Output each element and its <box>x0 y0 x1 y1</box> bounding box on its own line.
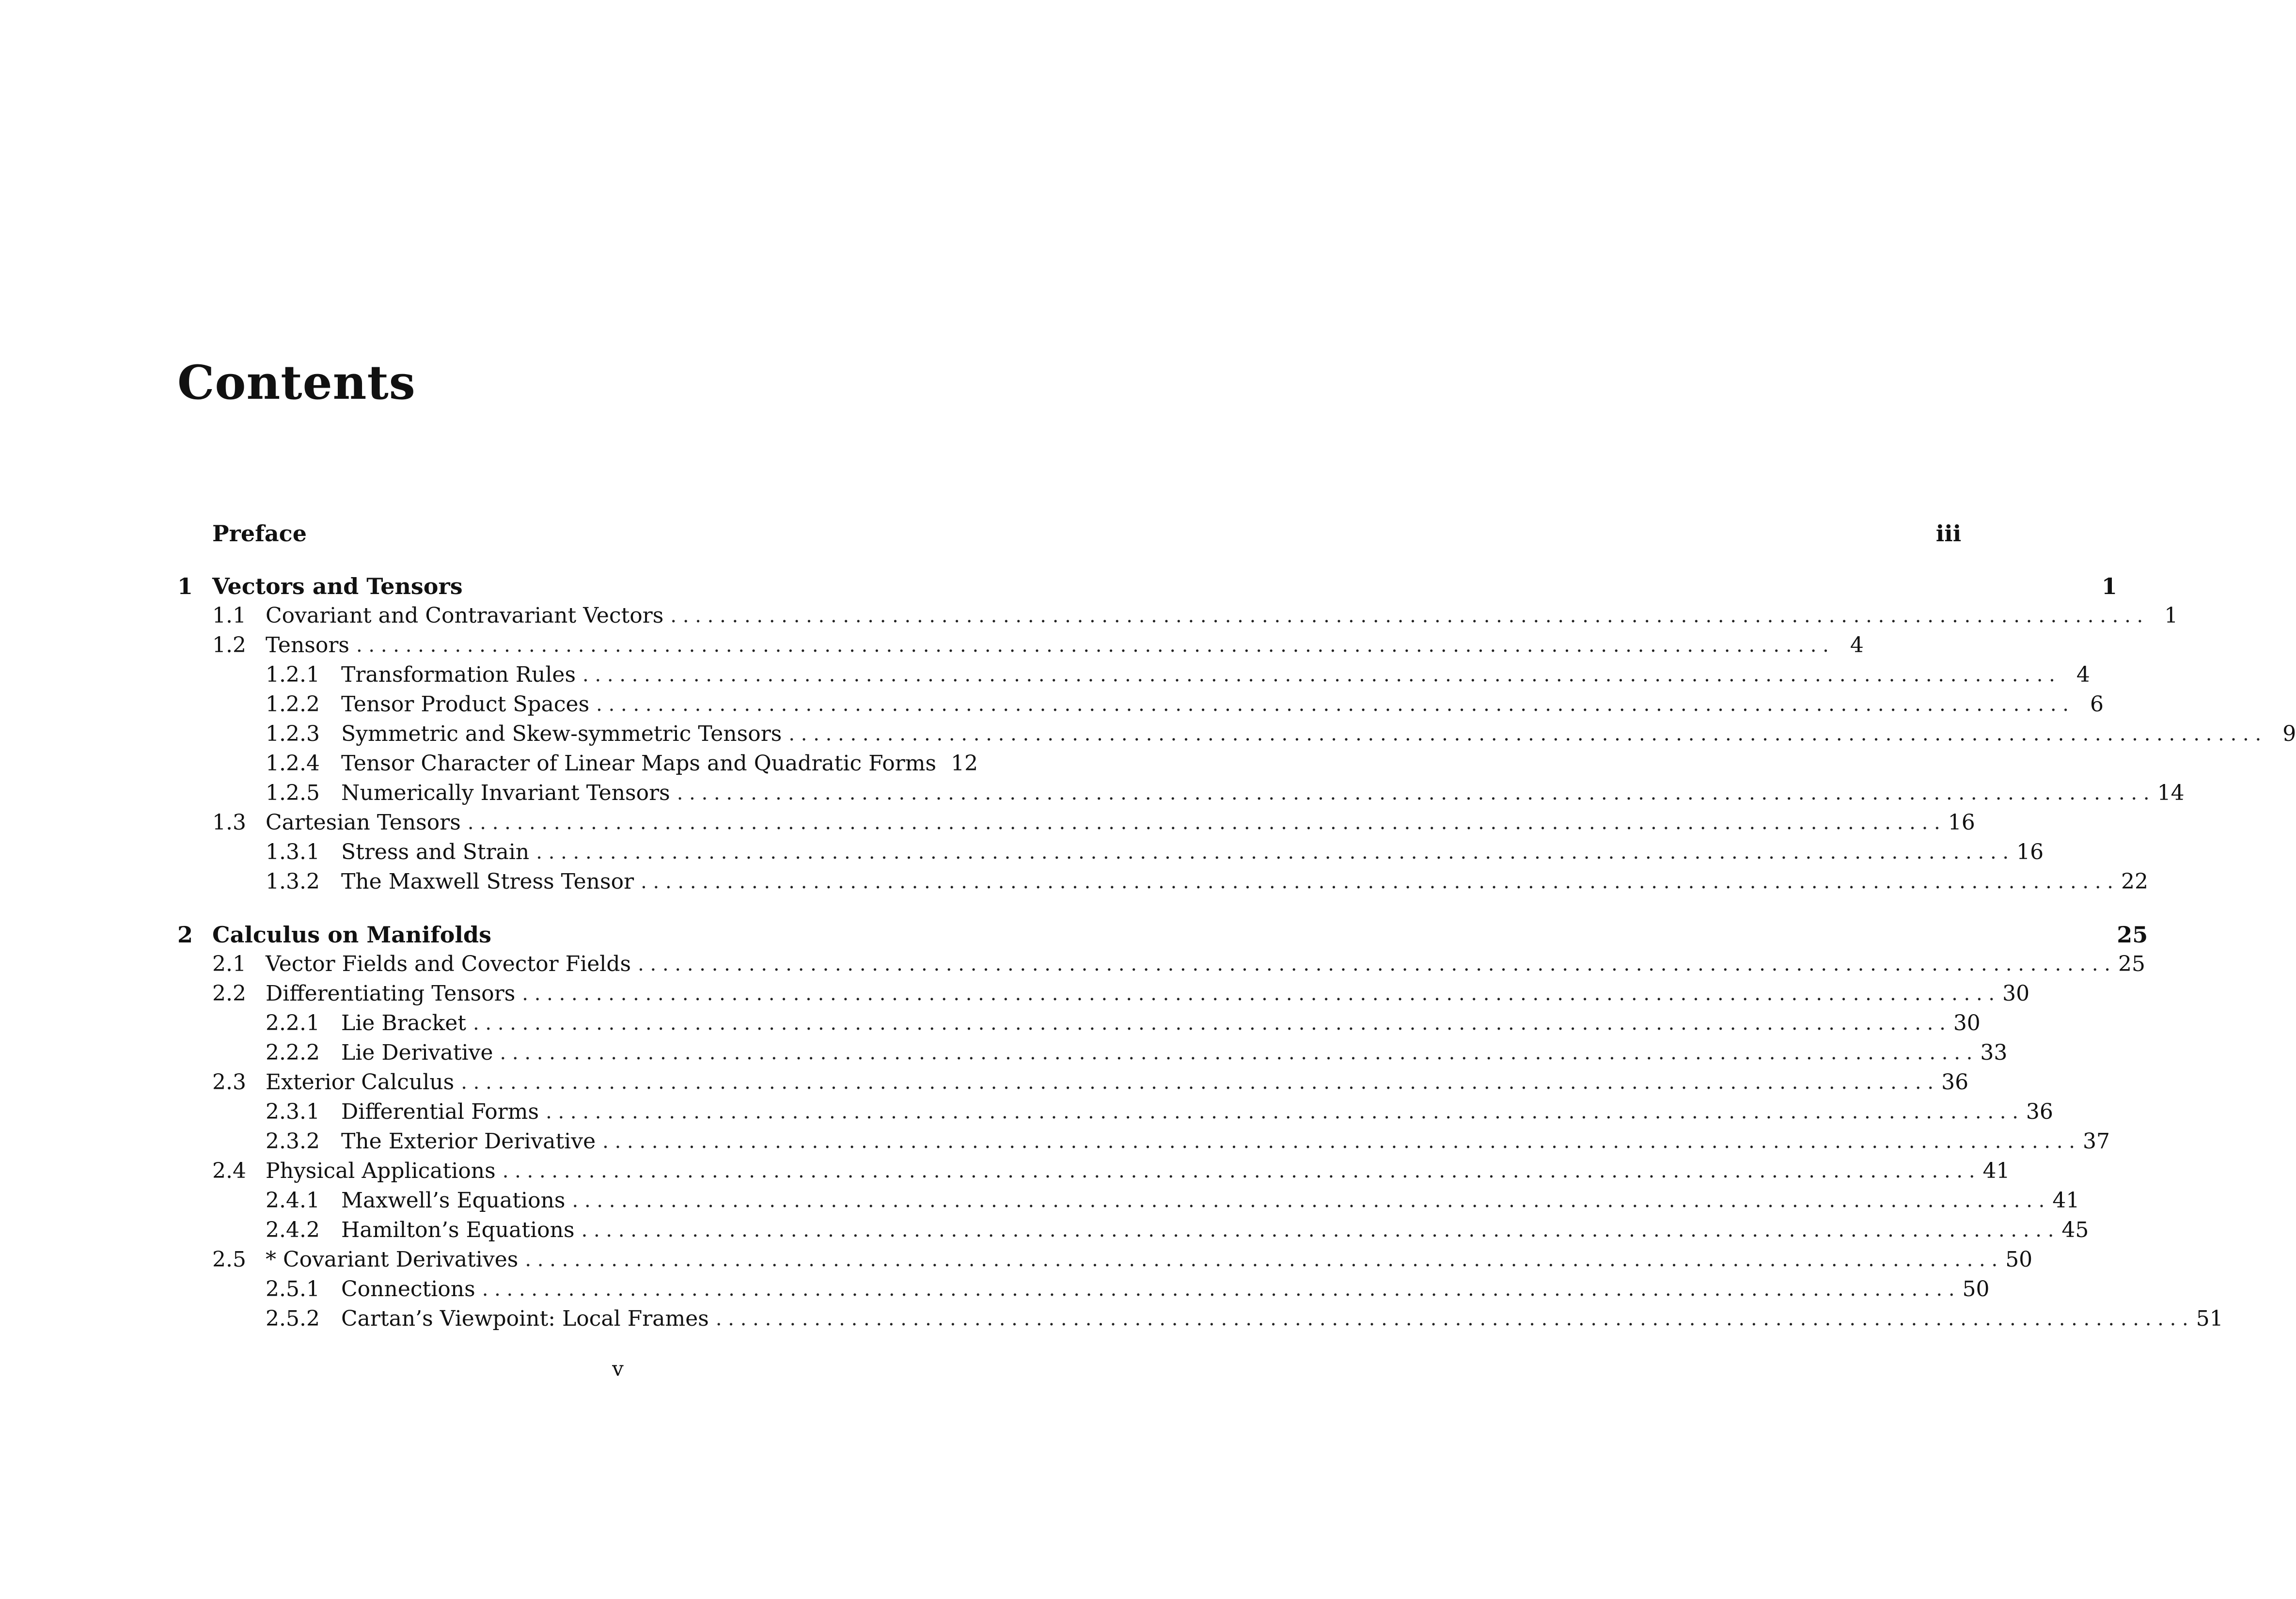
page-number: v <box>612 1357 624 1380</box>
toc-section-entry[interactable] <box>177 601 2178 630</box>
entry-number: 1.3 <box>212 810 246 835</box>
toc-subsection-entry[interactable] <box>177 1304 2223 1333</box>
dot-leader: . . . . . . . . . . . . . . . . . . . . . . . . . . . . . . . . . . . . . . . . . . . . . . . . . . . . . . . . . . . . . . . . . . . . . . . . . . . . . . . . . . . . . . . . . . . . . . . . . . . . . . . . . . . . . . . . . . . . . . . . <box>715 1307 2188 1330</box>
entry-title: The Maxwell Stress Tensor <box>341 869 634 894</box>
entry-title: Tensor Product Spaces <box>341 692 590 717</box>
dot-leader: . . . . . . . . . . . . . . . . . . . . . . . . . . . . . . . . . . . . . . . . . . . . . . . . . . . . . . . . . . . . . . . . . . . . . . . . . . . . . . . . . . . . . . . . . . . . . . . . . . . . . . . . . . . . . . . . . . . . . . . . <box>676 782 2150 804</box>
dot-leader: . . . . . . . . . . . . . . . . . . . . . . . . . . . . . . . . . . . . . . . . . . . . . . . . . . . . . . . . . . . . . . . . . . . . . . . . . . . . . . . . . . . . . . . . . . . . . . . . . . . . . . . . . . . . . . . . . . . . . . . . <box>788 722 2262 745</box>
page-title: Contents <box>177 355 416 410</box>
dot-leader: . . . . . . . . . . . . . . . . . . . . . . . . . . . . . . . . . . . . . . . . . . . . . . . . . . . . . . . . . . . . . . . . . . . . . . . . . . . . . . . . . . . . . . . . . . . . . . . . . . . . . . . . . . . . . . . . . . . . . . . . <box>502 1160 1975 1182</box>
dot-leader: . . . . . . . . . . . . . . . . . . . . . . . . . . . . . . . . . . . . . . . . . . . . . . . . . . . . . . . . . . . . . . . . . . . . . . . . . . . . . . . . . . . . . . . . . . . . . . . . . . . . . . . . . . . . . . . . . . . . . . . . <box>670 604 2143 627</box>
entry-number: 2.5 <box>212 1247 246 1272</box>
toc-chapter-entry[interactable] <box>177 920 2148 949</box>
entry-number: 2.4.2 <box>266 1218 320 1242</box>
toc-section-entry[interactable] <box>177 630 1864 660</box>
toc-subsection-entry[interactable] <box>177 1127 2110 1156</box>
entry-number: 2.2.1 <box>266 1011 320 1035</box>
toc-subsection-entry[interactable] <box>177 778 2185 808</box>
entry-page-number: 14 <box>2157 781 2185 805</box>
entry-page-number: 16 <box>1948 810 1975 835</box>
entry-title: Preface <box>212 520 307 547</box>
entry-number: 2.2.2 <box>266 1040 320 1065</box>
entry-title: The Exterior Derivative <box>341 1129 596 1154</box>
entry-number: 2.5.1 <box>266 1277 320 1301</box>
entry-page-number: 25 <box>2118 952 2145 976</box>
entry-page-number: iii <box>1935 520 1962 547</box>
entry-number: 2.4 <box>212 1159 246 1183</box>
entry-page-number: 1 <box>2164 603 2178 628</box>
dot-leader: . . . . . . . . . . . . . . . . . . . . . . . . . . . . . . . . . . . . . . . . . . . . . . . . . . . . . . . . . . . . . . . . . . . . . . . . . . . . . . . . . . . . . . . . . . . . . . . . . . . . . . . . . . . . . . . . . . . . . . . . <box>525 1248 1998 1271</box>
entry-title: Tensor Character of Linear Maps and Quadratic Forms <box>341 751 937 776</box>
entry-title: Calculus on Manifolds <box>212 921 491 948</box>
toc-section-entry[interactable] <box>177 979 2030 1008</box>
entry-title: Cartesian Tensors <box>266 810 461 835</box>
dot-leader: . . . . . . . . . . . . . . . . . . . . . . . . . . . . . . . . . . . . . . . . . . . . . . . . . . . . . . . . . . . . . . . . . . . . . . . . . . . . . . . . . . . . . . . . . . . . . . . . . . . . . . . . . . . . . . . . . . . . . . . . <box>572 1189 2045 1212</box>
entry-number: 1.1 <box>212 603 246 628</box>
entry-page-number: 41 <box>2052 1188 2080 1213</box>
entry-number: 1.2 <box>212 633 246 658</box>
entry-number: 2.3.2 <box>266 1129 320 1154</box>
entry-title: Differential Forms <box>341 1099 539 1124</box>
entry-number: 2.4.1 <box>266 1188 320 1213</box>
entry-page-number: 36 <box>1941 1070 1969 1095</box>
entry-title: Numerically Invariant Tensors <box>341 781 670 805</box>
entry-page-number: 45 <box>2061 1218 2089 1242</box>
entry-page-number: 33 <box>1980 1040 2008 1065</box>
table-of-contents <box>177 518 2296 1333</box>
dot-leader: . . . . . . . . . . . . . . . . . . . . . . . . . . . . . . . . . . . . . . . . . . . . . . . . . . . . . . . . . . . . . . . . . . . . . . . . . . . . . . . . . . . . . . . . . . . . . . . . . . . . . . . . . . . . . . . . . . . . . . . . <box>582 663 2055 686</box>
entry-number: 1 <box>177 573 193 599</box>
entry-page-number: 37 <box>2083 1129 2110 1154</box>
toc-subsection-entry[interactable] <box>177 1186 2080 1215</box>
dot-leader: . . . . . . . . . . . . . . . . . . . . . . . . . . . . . . . . . . . . . . . . . . . . . . . . . . . . . . . . . . . . . . . . . . . . . . . . . . . . . . . . . . . . . . . . . . . . . . . . . . . . . . . . . . . . . . . . . . . . . . . . <box>467 811 1940 834</box>
entry-number: 1.2.4 <box>266 751 320 776</box>
dot-leader: . . . . . . . . . . . . . . . . . . . . . . . . . . . . . . . . . . . . . . . . . . . . . . . . . . . . . . . . . . . . . . . . . . . . . . . . . . . . . . . . . . . . . . . . . . . . . . . . . . . . . . . . . . . . . . . . . . . . . . . . <box>641 870 2113 893</box>
entry-number: 1.3.2 <box>266 869 320 894</box>
dot-leader: . . . . . . . . . . . . . . . . . . . . . . . . . . . . . . . . . . . . . . . . . . . . . . . . . . . . . . . . . . . . . . . . . . . . . . . . . . . . . . . . . . . . . . . . . . . . . . . . . . . . . . . . . . . . . . . . . . . . . . . . <box>536 841 2009 863</box>
entry-number: 2.2 <box>212 981 246 1006</box>
toc-subsection-entry[interactable] <box>177 660 2090 690</box>
toc-subsection-entry[interactable] <box>177 837 2044 867</box>
dot-leader: . . . . . . . . . . . . . . . . . . . . . . . . . . . . . . . . . . . . . . . . . . . . . . . . . . . . . . . . . . . . . . . . . . . . . . . . . . . . . . . . . . . . . . . . . . . . . . . . . . . . . . . . . . . . . . . . . . . . . . . . <box>638 953 2110 975</box>
entry-page-number: 50 <box>1962 1277 1990 1301</box>
entry-number: 2 <box>177 921 193 948</box>
entry-number: 1.2.1 <box>266 662 320 687</box>
toc-subsection-entry[interactable] <box>177 1008 1981 1038</box>
entry-title: Lie Derivative <box>341 1040 493 1065</box>
entry-page-number: 4 <box>2076 662 2090 687</box>
entry-page-number: 22 <box>2121 869 2148 894</box>
toc-section-entry[interactable] <box>177 949 2145 979</box>
entry-title: Connections <box>341 1277 475 1301</box>
toc-section-entry[interactable] <box>177 1156 2010 1186</box>
dot-leader: . . . . . . . . . . . . . . . . . . . . . . . . . . . . . . . . . . . . . . . . . . . . . . . . . . . . . . . . . . . . . . . . . . . . . . . . . . . . . . . . . . . . . . . . . . . . . . . . . . . . . . . . . . . . . . . . . . . . . . . . <box>356 634 1829 657</box>
dot-leader: . . . . . . . . . . . . . . . . . . . . . . . . . . . . . . . . . . . . . . . . . . . . . . . . . . . . . . . . . . . . . . . . . . . . . . . . . . . . . . . . . . . . . . . . . . . . . . . . . . . . . . . . . . . . . . . . . . . . . . . . <box>461 1071 1934 1094</box>
entry-number: 1.2.2 <box>266 692 320 717</box>
entry-page-number: 25 <box>2117 921 2148 948</box>
entry-title: Covariant and Contravariant Vectors <box>266 603 664 628</box>
entry-title: * Covariant Derivatives <box>266 1247 519 1272</box>
entry-number: 2.3 <box>212 1070 246 1095</box>
toc-subsection-entry[interactable] <box>177 1097 2053 1127</box>
entry-page-number: 50 <box>2005 1247 2033 1272</box>
entry-number: 2.1 <box>212 952 246 976</box>
toc-section-entry[interactable] <box>177 1245 2033 1274</box>
toc-subsection-entry[interactable] <box>177 1274 1990 1304</box>
toc-chapter-entry[interactable] <box>177 518 1962 548</box>
dot-leader: . . . . . . . . . . . . . . . . . . . . . . . . . . . . . . . . . . . . . . . . . . . . . . . . . . . . . . . . . . . . . . . . . . . . . . . . . . . . . . . . . . . . . . . . . . . . . . . . . . . . . . . . . . . . . . . . . . . . . . . . <box>581 1219 2054 1241</box>
entry-title: Hamilton’s Equations <box>341 1218 575 1242</box>
entry-page-number: 9 <box>2282 721 2296 746</box>
toc-section-entry[interactable] <box>177 1067 1969 1097</box>
entry-title: Maxwell’s Equations <box>341 1188 566 1213</box>
toc-subsection-entry[interactable] <box>177 690 2104 719</box>
entry-title: Lie Bracket <box>341 1011 466 1035</box>
entry-title: Symmetric and Skew-symmetric Tensors <box>341 721 782 746</box>
entry-title: Physical Applications <box>266 1159 496 1183</box>
entry-page-number: 36 <box>2026 1099 2053 1124</box>
dot-leader: . . . . . . . . . . . . . . . . . . . . . . . . . . . . . . . . . . . . . . . . . . . . . . . . . . . . . . . . . . . . . . . . . . . . . . . . . . . . . . . . . . . . . . . . . . . . . . . . . . . . . . . . . . . . . . . . . . . . . . . . <box>546 1100 2018 1123</box>
entry-title: Exterior Calculus <box>266 1070 455 1095</box>
toc-section-entry[interactable] <box>177 808 1975 837</box>
entry-number: 1.2.3 <box>266 721 320 746</box>
entry-title: Tensors <box>266 633 349 658</box>
entry-page-number: 30 <box>1953 1011 1981 1035</box>
entry-number: 2.5.2 <box>266 1306 320 1331</box>
dot-leader: . . . . . . . . . . . . . . . . . . . . . . . . . . . . . . . . . . . . . . . . . . . . . . . . . . . . . . . . . . . . . . . . . . . . . . . . . . . . . . . . . . . . . . . . . . . . . . . . . . . . . . . . . . . . . . . . . . . . . . . . <box>596 693 2069 716</box>
entry-number: 1.2.5 <box>266 781 320 805</box>
entry-page-number: 41 <box>1982 1159 2010 1183</box>
toc-subsection-entry[interactable] <box>177 1215 2089 1245</box>
entry-title: Stress and Strain <box>341 840 530 864</box>
entry-page-number: 1 <box>2101 573 2117 599</box>
toc-subsection-entry[interactable] <box>177 749 978 778</box>
toc-chapter-entry[interactable] <box>177 571 2117 601</box>
entry-title: Cartan’s Viewpoint: Local Frames <box>341 1306 709 1331</box>
toc-subsection-entry[interactable] <box>177 1038 2008 1067</box>
entry-page-number: 51 <box>2196 1306 2223 1331</box>
entry-title: Vectors and Tensors <box>212 573 463 599</box>
toc-subsection-entry[interactable] <box>177 867 2148 896</box>
entry-page-number: 16 <box>2016 840 2044 864</box>
entry-number: 1.3.1 <box>266 840 320 864</box>
entry-title: Vector Fields and Covector Fields <box>266 952 631 976</box>
toc-subsection-entry[interactable] <box>177 719 2296 749</box>
entry-number: 2.3.1 <box>266 1099 320 1124</box>
dot-leader: . . . . . . . . . . . . . . . . . . . . . . . . . . . . . . . . . . . . . . . . . . . . . . . . . . . . . . . . . . . . . . . . . . . . . . . . . . . . . . . . . . . . . . . . . . . . . . . . . . . . . . . . . . . . . . . . . . . . . . . . <box>472 1012 1946 1035</box>
dot-leader: . . . . . . . . . . . . . . . . . . . . . . . . . . . . . . . . . . . . . . . . . . . . . . . . . . . . . . . . . . . . . . . . . . . . . . . . . . . . . . . . . . . . . . . . . . . . . . . . . . . . . . . . . . . . . . . . . . . . . . . . <box>602 1130 2076 1153</box>
dot-leader: . . . . . . . . . . . . . . . . . . . . . . . . . . . . . . . . . . . . . . . . . . . . . . . . . . . . . . . . . . . . . . . . . . . . . . . . . . . . . . . . . . . . . . . . . . . . . . . . . . . . . . . . . . . . . . . . . . . . . . . . <box>522 982 1995 1005</box>
entry-page-number: 12 <box>951 751 978 776</box>
entry-page-number: 4 <box>1850 633 1864 658</box>
entry-page-number: 30 <box>2002 981 2030 1006</box>
dot-leader: . . . . . . . . . . . . . . . . . . . . . . . . . . . . . . . . . . . . . . . . . . . . . . . . . . . . . . . . . . . . . . . . . . . . . . . . . . . . . . . . . . . . . . . . . . . . . . . . . . . . . . . . . . . . . . . . . . . . . . . . <box>500 1041 1973 1064</box>
entry-title: Differentiating Tensors <box>266 981 516 1006</box>
entry-title: Transformation Rules <box>341 662 576 687</box>
entry-page-number: 6 <box>2090 692 2104 717</box>
dot-leader: . . . . . . . . . . . . . . . . . . . . . . . . . . . . . . . . . . . . . . . . . . . . . . . . . . . . . . . . . . . . . . . . . . . . . . . . . . . . . . . . . . . . . . . . . . . . . . . . . . . . . . . . . . . . . . . . . . . . . . . . <box>482 1278 1955 1301</box>
